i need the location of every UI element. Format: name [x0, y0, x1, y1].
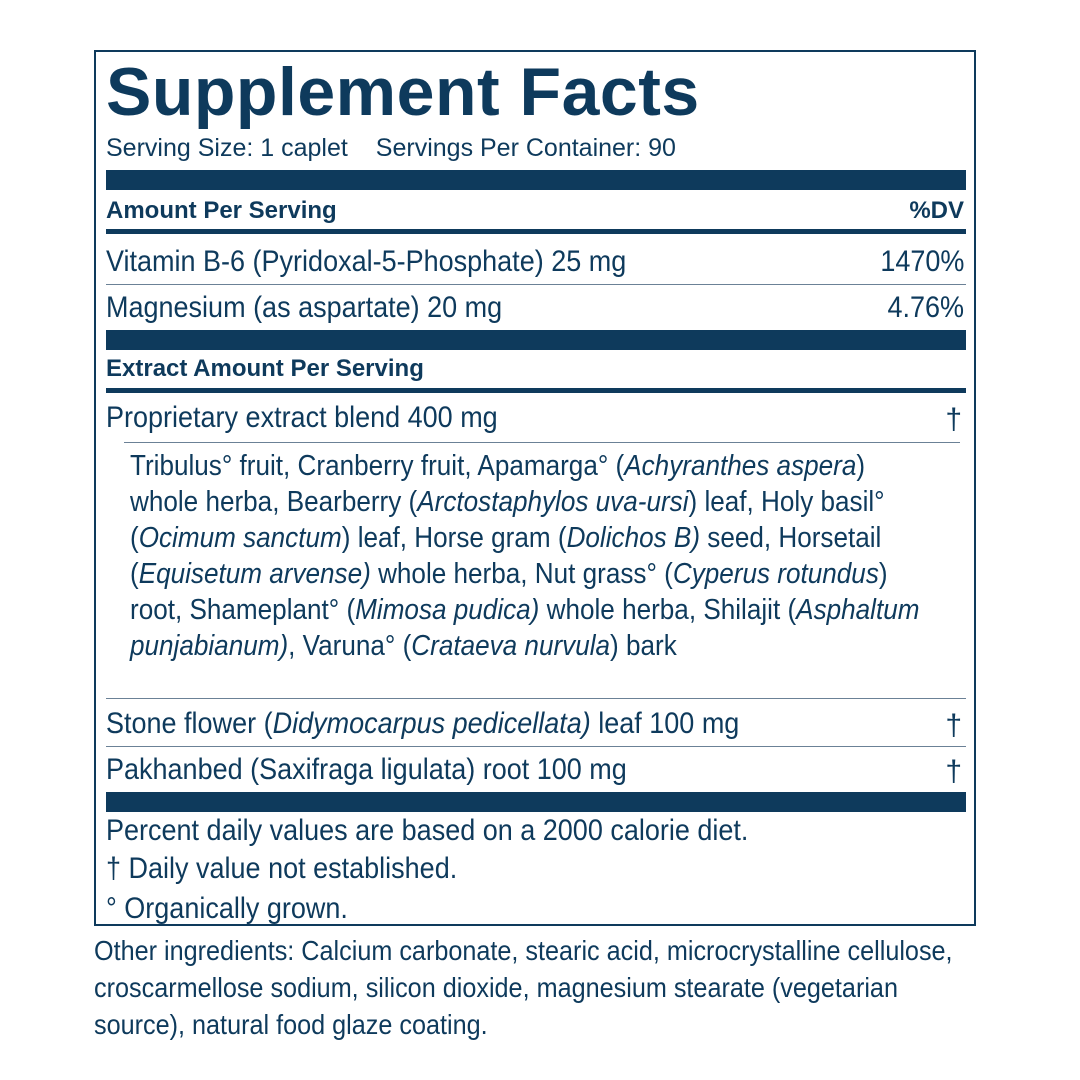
thin-divider: [124, 442, 960, 443]
blend-name: Proprietary extract blend 400 mg: [106, 401, 498, 434]
ingredient-text: ) root, Shameplant° (: [130, 558, 888, 626]
footnote-daily-values: Percent daily values are based on a 2000 calorie diet.: [106, 814, 749, 847]
footnote-dagger: † Daily value not established.: [106, 852, 458, 885]
medium-divider: [106, 388, 966, 393]
ingredient-text: ) bark: [610, 630, 677, 662]
ingredient-text: leaf 100 mg: [590, 707, 740, 740]
serving-size: Serving Size: 1 caplet: [106, 134, 348, 162]
botanical-name: Mimosa pudica): [355, 594, 540, 626]
botanical-name: Didymocarpus pedicellata): [272, 707, 591, 740]
ingredient-text: seed, Horsetail (: [130, 522, 882, 590]
amount-per-serving-header: Amount Per Serving: [106, 197, 337, 224]
nutrient-name-magnesium: Magnesium (as aspartate) 20 mg: [106, 291, 503, 324]
thick-divider: [106, 330, 966, 350]
nutrient-name-b6: Vitamin B-6 (Pyridoxal-5-Phosphate) 25 mg: [106, 245, 627, 278]
blend-ingredients: [130, 448, 922, 664]
other-ingredients: Other ingredients: Calcium carbonate, stearic acid, microcrystalline cellulose, croscarmellose sodium, silicon dioxide, magnesium stearate (vegetarian source), natural food glaze coating.: [94, 935, 953, 1040]
ingredient-text: Pakhanbed (Saxifraga ligulata) root 100 mg: [106, 753, 627, 786]
nutrient-dv-magnesium: 4.76%: [887, 291, 964, 324]
extract-dagger: †: [945, 709, 962, 742]
ingredient-text: ) leaf, Holy basil° (: [130, 486, 885, 554]
extract-pakhanbed: [106, 752, 627, 788]
botanical-name: Achyranthes aspera: [624, 450, 857, 482]
dv-header: %DV: [909, 197, 964, 224]
thin-divider: [106, 284, 966, 285]
medium-divider: [106, 229, 966, 234]
ingredient-text: ) leaf, Horse gram (: [341, 522, 567, 554]
ingredient-text: Tribulus° fruit, Cranberry fruit, Apamarga° (: [130, 450, 625, 482]
supplement-facts-panel: [94, 50, 976, 926]
botanical-name: Ocimum sanctum: [138, 522, 342, 554]
extract-stone-flower: [106, 706, 739, 742]
nutrient-dv-b6: 1470%: [879, 245, 964, 278]
ingredient-text: whole herba, Shilajit (: [539, 594, 797, 626]
extract-header: Extract Amount Per Serving: [106, 355, 424, 382]
footnote-organic: ° Organically grown.: [106, 892, 348, 925]
botanical-name: Cyperus rotundus: [672, 558, 879, 590]
thick-divider: [106, 792, 966, 812]
botanical-name: Dolichos B): [566, 522, 701, 554]
ingredient-text: , Varuna° (: [288, 630, 412, 662]
extract-dagger: †: [945, 755, 962, 788]
botanical-name: Arctostaphylos uva-ursi: [417, 486, 689, 518]
ingredient-text: Stone flower (: [106, 707, 273, 740]
thick-divider: [106, 170, 966, 190]
ingredient-text: whole herba, Nut grass° (: [370, 558, 673, 590]
botanical-name: Equisetum arvense): [138, 558, 371, 590]
botanical-name: Crataeva nurvula: [411, 630, 611, 662]
botanical-name: Asphaltum punjabianum): [130, 594, 920, 662]
blend-dagger: †: [945, 403, 962, 436]
panel-title: Supplement Facts: [106, 54, 700, 130]
servings-per-container: Servings Per Container: 90: [375, 134, 676, 162]
serving-info: [106, 132, 676, 164]
thin-divider: [106, 746, 966, 747]
thin-divider: [106, 698, 966, 699]
ingredient-text: ) whole herba, Bearberry (: [130, 450, 866, 518]
